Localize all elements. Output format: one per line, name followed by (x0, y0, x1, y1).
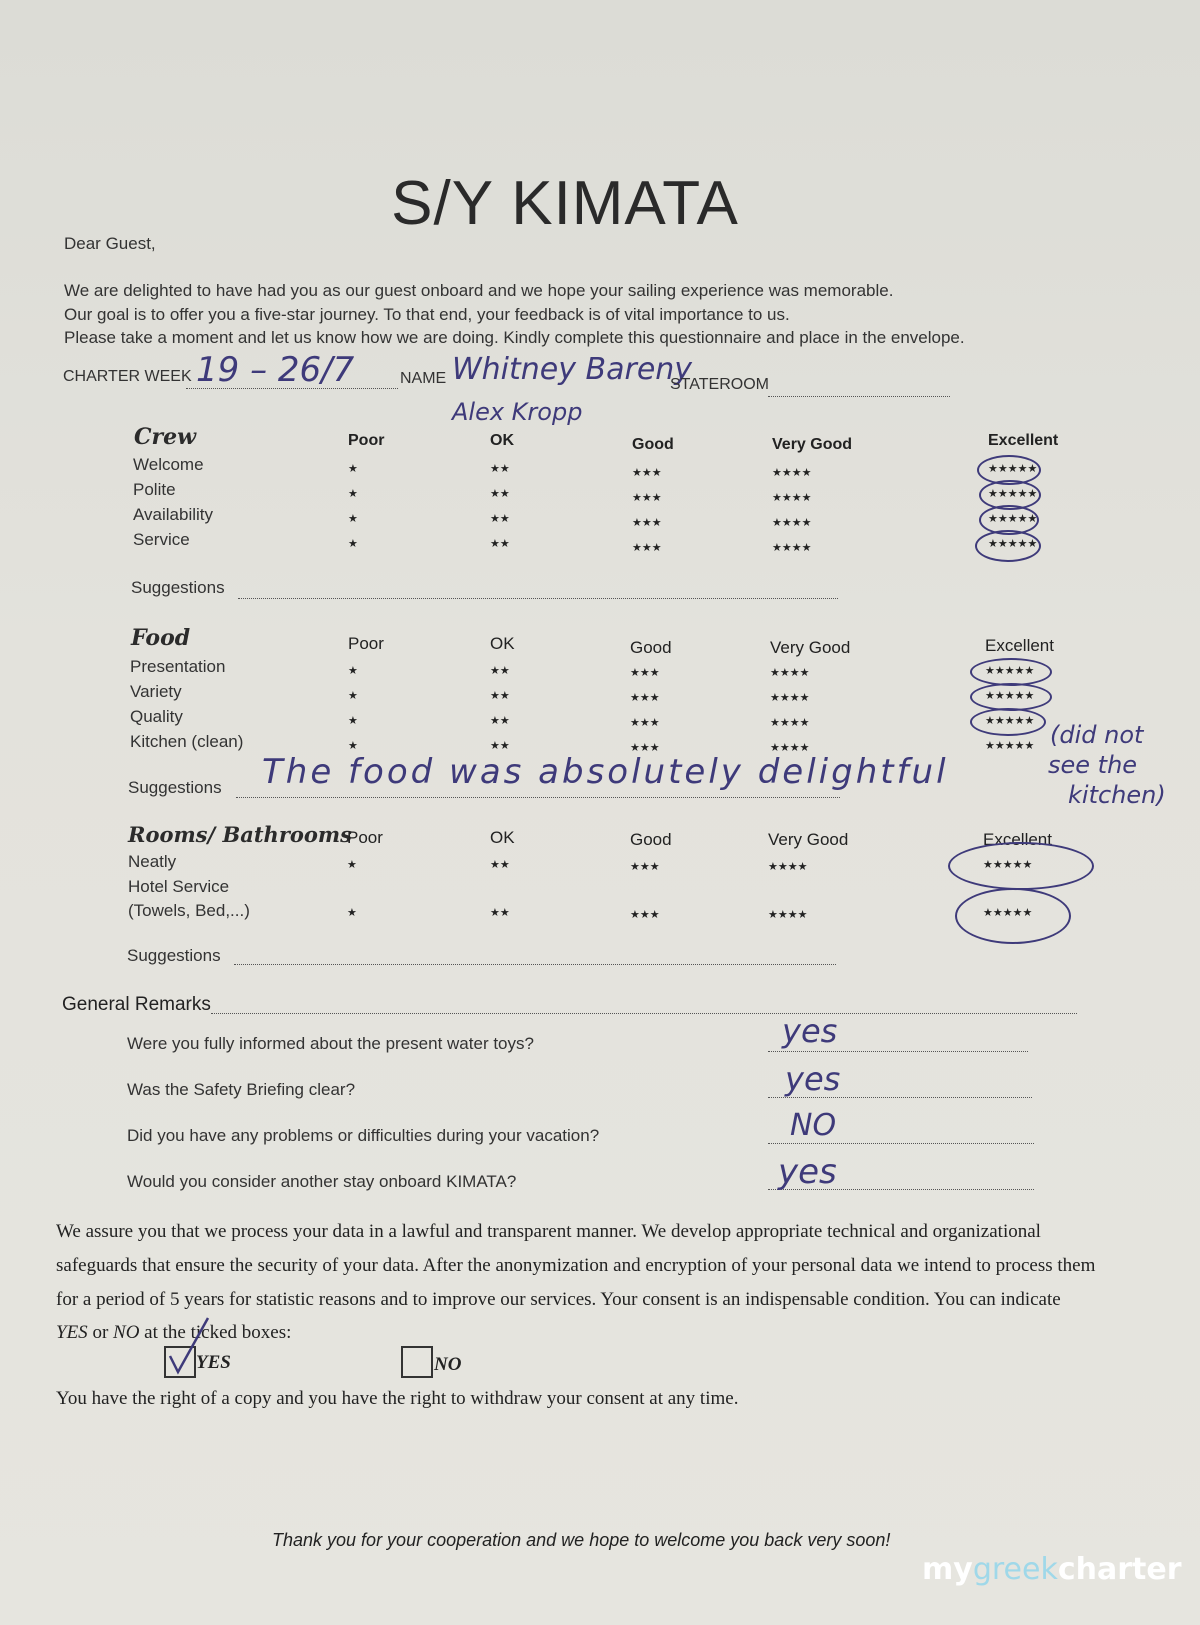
rooms-service-very-good[interactable]: ★★★★ (768, 909, 808, 921)
food-presentation-poor[interactable]: ★ (348, 665, 358, 677)
food-side-note-2: see the (1048, 751, 1138, 779)
food-variety-excellent-circle (970, 683, 1052, 711)
food-very-good-header: Very Good (770, 638, 851, 657)
food-kitchen-ok[interactable]: ★★ (490, 740, 510, 752)
food-presentation-good[interactable]: ★★★ (630, 667, 660, 679)
crew-welcome-very-good[interactable]: ★★★★ (772, 467, 812, 479)
food-suggestions-line[interactable] (236, 797, 840, 798)
consent-line-3: for a period of 5 years for statistic reasons and to improve our services. Your consent is an indispensable condition. You can indicate (56, 1289, 1061, 1310)
food-quality-excellent-circle (970, 708, 1046, 736)
answer-line-1[interactable] (768, 1051, 1028, 1052)
rooms-title: Rooms/ Bathrooms (128, 822, 352, 847)
food-quality-very-good[interactable]: ★★★★ (770, 717, 810, 729)
food-item-variety: Variety (130, 682, 182, 701)
name-value-1: Whitney Bareny (452, 352, 693, 387)
general-remarks-line[interactable] (211, 1013, 1077, 1014)
stateroom-label: STATEROOM (670, 376, 769, 393)
food-variety-good[interactable]: ★★★ (630, 692, 660, 704)
rooms-poor-header: Poor (347, 828, 383, 847)
food-quality-excellent[interactable]: ★★★★★ (985, 715, 1035, 727)
crew-availability-very-good[interactable]: ★★★★ (772, 517, 812, 529)
consent-yes-checkbox[interactable] (164, 1346, 196, 1378)
food-item-kitchen: Kitchen (clean) (130, 732, 244, 751)
food-ok-header: OK (490, 634, 515, 653)
rooms-neatly-excellent[interactable]: ★★★★★ (983, 859, 1033, 871)
consent-yes-label: YES (196, 1352, 231, 1373)
crew-polite-good[interactable]: ★★★ (632, 492, 662, 504)
intro-line-3: Please take a moment and let us know how we are doing. Kindly complete this questionnaire and place in the envelope. (64, 328, 965, 347)
page-title: S/Y KIMATA (391, 169, 739, 238)
food-side-note-1: (did not (1050, 721, 1144, 749)
crew-polite-very-good[interactable]: ★★★★ (772, 492, 812, 504)
crew-availability-ok[interactable]: ★★ (490, 513, 510, 525)
food-variety-poor[interactable]: ★ (348, 690, 358, 702)
food-presentation-excellent[interactable]: ★★★★★ (985, 665, 1035, 677)
crew-suggestions-label: Suggestions (131, 578, 225, 597)
crew-poor-header: Poor (348, 432, 385, 449)
crew-polite-ok[interactable]: ★★ (490, 488, 510, 500)
crew-welcome-excellent[interactable]: ★★★★★ (988, 463, 1038, 475)
rooms-item-neatly: Neatly (128, 852, 177, 871)
rooms-service-ok[interactable]: ★★ (490, 907, 510, 919)
rooms-ok-header: OK (490, 828, 515, 847)
intro-line-2: Our goal is to offer you a five-star journey. To that end, your feedback is of vital importance to us. (64, 305, 790, 324)
rooms-service-excellent-circle (955, 888, 1071, 944)
rooms-neatly-very-good[interactable]: ★★★★ (768, 861, 808, 873)
answer-3: NO (790, 1108, 837, 1143)
food-suggestions-label: Suggestions (128, 778, 222, 797)
food-variety-ok[interactable]: ★★ (490, 690, 510, 702)
consent-rights: You have the right of a copy and you have the right to withdraw your consent at any time. (56, 1388, 739, 1409)
general-remarks-label: General Remarks (62, 994, 211, 1015)
crew-availability-excellent[interactable]: ★★★★★ (988, 513, 1038, 525)
charter-week-label: CHARTER WEEK (63, 368, 192, 385)
food-variety-excellent[interactable]: ★★★★★ (985, 690, 1035, 702)
rooms-neatly-good[interactable]: ★★★ (630, 861, 660, 873)
consent-no-label: NO (434, 1354, 462, 1375)
question-4: Would you consider another stay onboard KIMATA? (127, 1172, 517, 1191)
crew-polite-excellent[interactable]: ★★★★★ (988, 488, 1038, 500)
food-side-note-3: kitchen) (1068, 781, 1166, 809)
thank-you-note: Thank you for your cooperation and we hope to welcome you back very soon! (272, 1530, 891, 1550)
answer-1: yes (782, 1012, 838, 1050)
crew-availability-good[interactable]: ★★★ (632, 517, 662, 529)
name-value-2: Alex Kropp (452, 398, 583, 426)
rooms-neatly-excellent-circle (948, 842, 1094, 890)
rooms-suggestions-line[interactable] (234, 964, 836, 965)
crew-good-header: Good (632, 436, 674, 453)
greeting: Dear Guest, (64, 234, 156, 253)
crew-item-availability: Availability (133, 505, 214, 524)
answer-4: yes (778, 1152, 837, 1192)
food-suggestions-value: The food was absolutely delightful (262, 752, 949, 792)
consent-line-2: safeguards that ensure the security of your data. After the anonymization and encryption of your personal data we intend to process them (56, 1255, 1096, 1276)
rooms-excellent-header: Excellent (983, 830, 1052, 849)
rooms-item-towels: (Towels, Bed,...) (128, 901, 250, 920)
crew-service-poor[interactable]: ★ (348, 538, 358, 550)
rooms-neatly-poor[interactable]: ★ (347, 859, 357, 871)
name-label: NAME (400, 370, 447, 387)
food-poor-header: Poor (348, 634, 384, 653)
rooms-service-good[interactable]: ★★★ (630, 909, 660, 921)
stateroom-line (768, 396, 950, 397)
question-3: Did you have any problems or difficulties during your vacation? (127, 1126, 600, 1145)
watermark-greek: greek (972, 1552, 1058, 1587)
crew-welcome-ok[interactable]: ★★ (490, 463, 510, 475)
question-2: Was the Safety Briefing clear? (127, 1080, 356, 1099)
crew-welcome-good[interactable]: ★★★ (632, 467, 662, 479)
food-kitchen-very-good[interactable]: ★★★★ (770, 742, 810, 754)
watermark-my: my (922, 1552, 973, 1587)
consent-no-checkbox[interactable] (401, 1346, 433, 1378)
crew-service-ok[interactable]: ★★ (490, 538, 510, 550)
crew-title: Crew (134, 424, 197, 450)
crew-ok-header: OK (490, 432, 514, 449)
food-item-presentation: Presentation (130, 657, 226, 676)
crew-item-polite: Polite (133, 480, 176, 499)
food-kitchen-excellent[interactable]: ★★★★★ (985, 740, 1035, 752)
rooms-suggestions-label: Suggestions (127, 946, 221, 965)
food-good-header: Good (630, 638, 672, 657)
rooms-service-excellent[interactable]: ★★★★★ (983, 907, 1033, 919)
consent-or-word: or (87, 1322, 114, 1343)
food-title: Food (131, 625, 191, 651)
answer-2: yes (785, 1060, 841, 1098)
food-excellent-header: Excellent (985, 636, 1054, 655)
consent-line-1: We assure you that we process your data in a lawful and transparent manner. We develop appropriate technical and organizational (56, 1221, 1041, 1242)
crew-availability-poor[interactable]: ★ (348, 513, 358, 525)
consent-yes-word: YES (56, 1322, 88, 1343)
crew-very-good-header: Very Good (772, 436, 853, 453)
crew-polite-poor[interactable]: ★ (348, 488, 358, 500)
watermark-charter: charter (1057, 1552, 1182, 1587)
crew-suggestions-line[interactable] (238, 598, 838, 599)
rooms-service-poor[interactable]: ★ (347, 907, 357, 919)
answer-line-3[interactable] (768, 1143, 1034, 1144)
food-kitchen-poor[interactable]: ★ (348, 740, 358, 752)
crew-service-excellent-circle (975, 530, 1041, 562)
food-variety-very-good[interactable]: ★★★★ (770, 692, 810, 704)
charter-week-value: 19 – 26/7 (196, 350, 355, 390)
food-presentation-ok[interactable]: ★★ (490, 665, 510, 677)
food-quality-poor[interactable]: ★ (348, 715, 358, 727)
watermark-logo (922, 1552, 1182, 1587)
rooms-item-hotel-service: Hotel Service (128, 877, 230, 896)
food-kitchen-good[interactable]: ★★★ (630, 742, 660, 754)
crew-service-excellent[interactable]: ★★★★★ (988, 538, 1038, 550)
food-presentation-very-good[interactable]: ★★★★ (770, 667, 810, 679)
crew-welcome-poor[interactable]: ★ (348, 463, 358, 475)
food-quality-good[interactable]: ★★★ (630, 717, 660, 729)
crew-service-good[interactable]: ★★★ (632, 542, 662, 554)
crew-excellent-header: Excellent (988, 432, 1059, 449)
intro-line-1: We are delighted to have had you as our guest onboard and we hope your sailing experience was memorable. (64, 281, 894, 300)
crew-item-service: Service (133, 530, 190, 549)
rooms-neatly-ok[interactable]: ★★ (490, 859, 510, 871)
food-presentation-excellent-circle (970, 658, 1052, 686)
rooms-good-header: Good (630, 830, 672, 849)
food-item-quality: Quality (130, 707, 183, 726)
consent-line-4-rest: at the ticked boxes: (139, 1322, 292, 1343)
consent-no-word: NO (113, 1322, 140, 1343)
crew-service-very-good[interactable]: ★★★★ (772, 542, 812, 554)
food-quality-ok[interactable]: ★★ (490, 715, 510, 727)
crew-item-welcome: Welcome (133, 455, 204, 474)
rooms-very-good-header: Very Good (768, 830, 849, 849)
question-1: Were you fully informed about the present water toys? (127, 1034, 534, 1053)
